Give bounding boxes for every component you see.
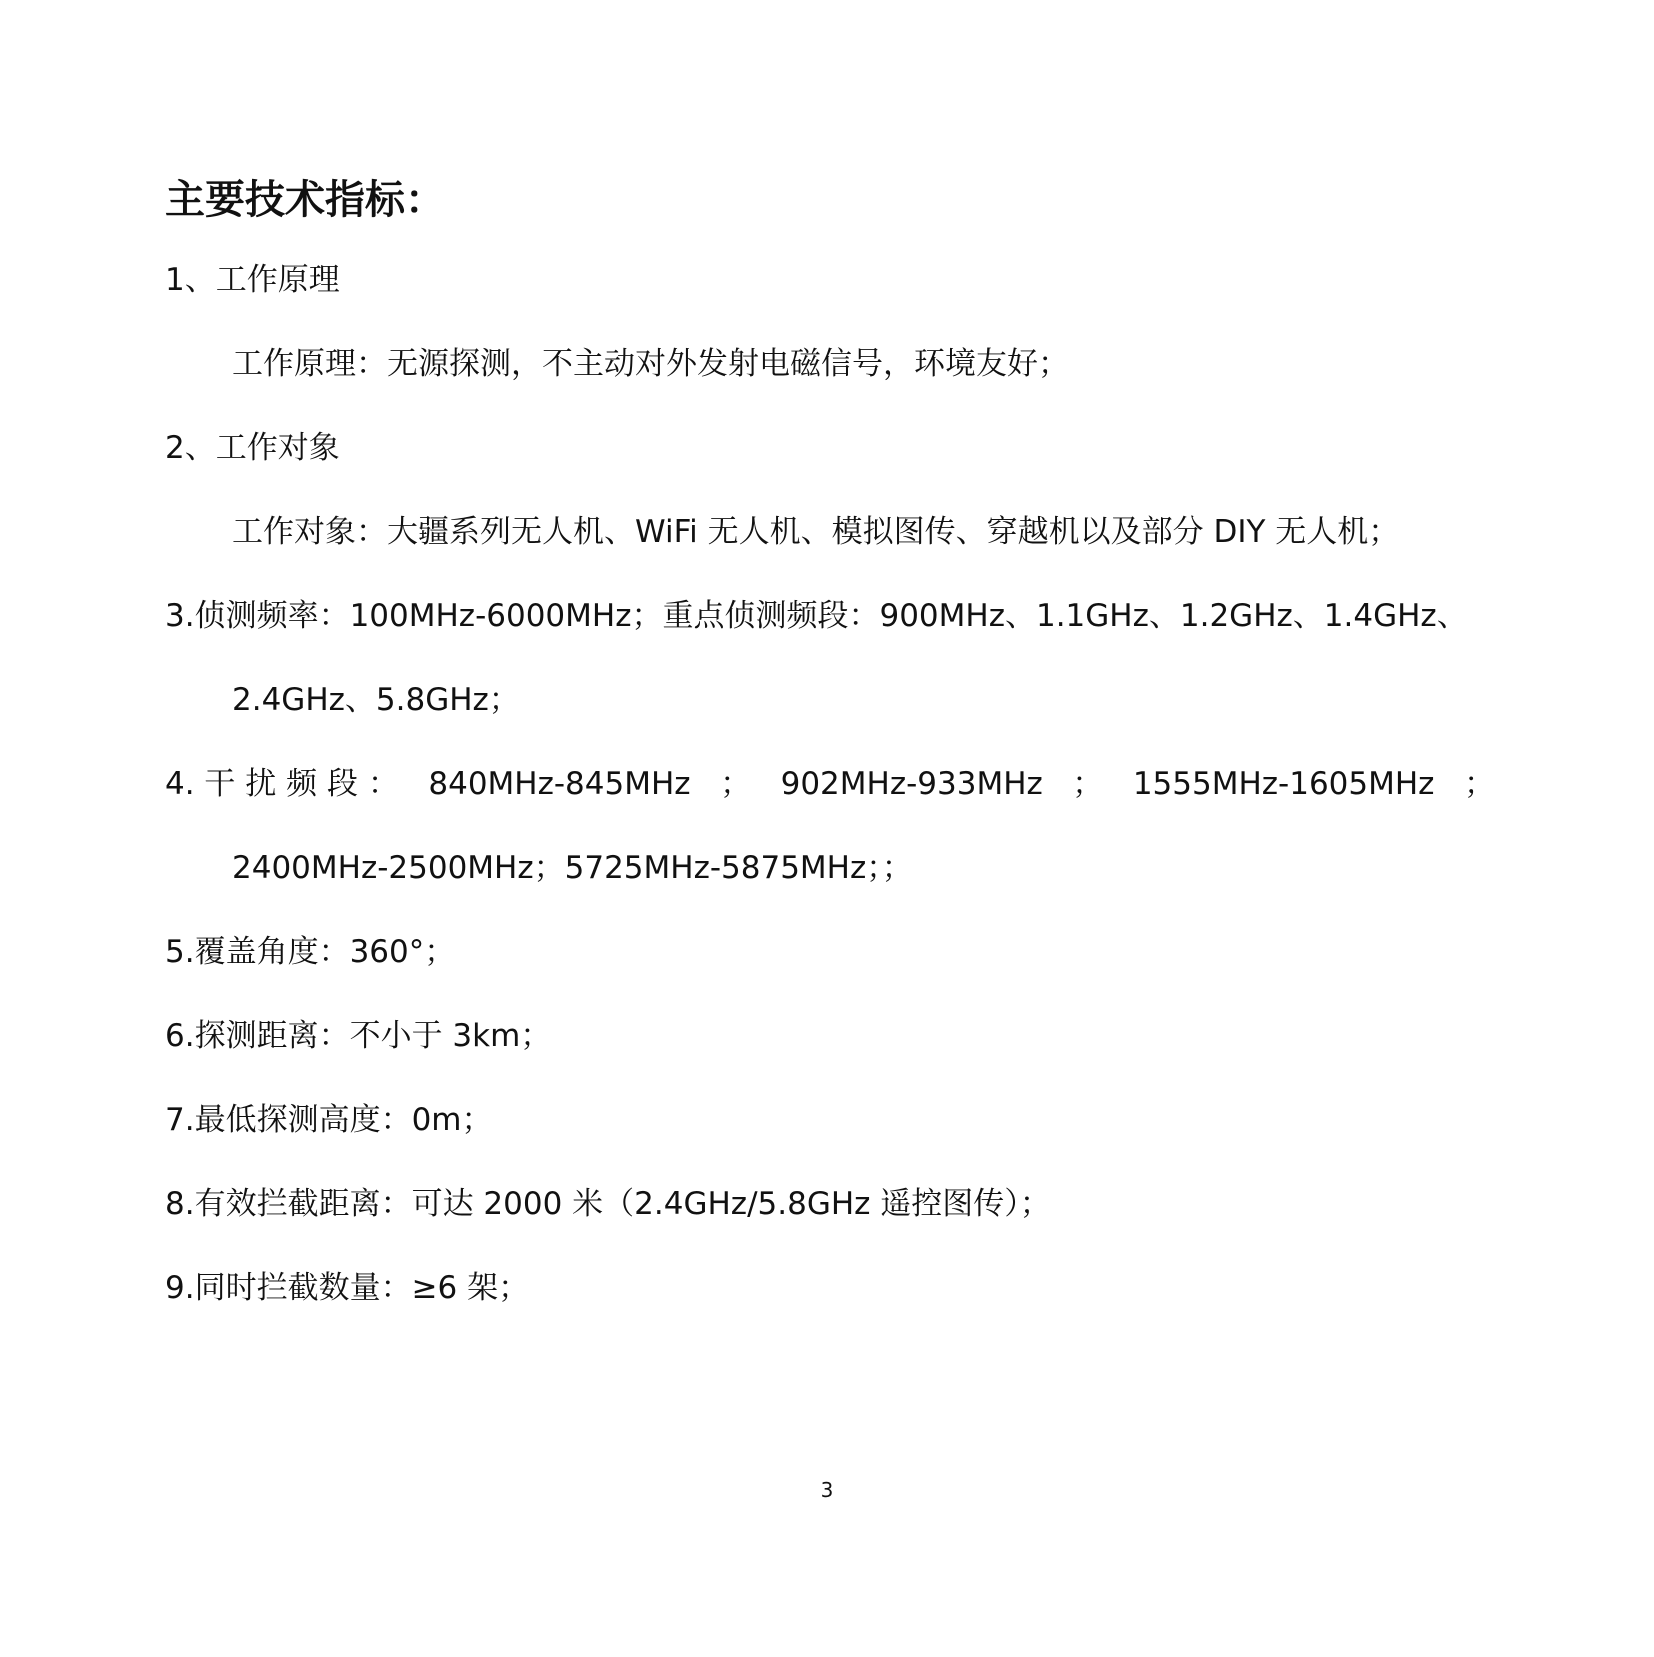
section-heading: 主要技术指标： <box>165 177 445 223</box>
item-4-separator-3: ； <box>1463 766 1495 802</box>
item-3-line-2: 2.4GHz、5.8GHz； <box>232 682 520 718</box>
item-4-line-2: 2400MHz-2500MHz；5725MHz-5875MHz；； <box>232 850 913 886</box>
item-4-band-2: 902MHz-933MHz <box>780 766 1043 802</box>
item-3-line-1: 3.侦测频率：100MHz-6000MHz；重点侦测频段：900MHz、1.1GHz、1.2GHz、1.4GHz、 <box>165 598 1468 634</box>
item-9: 9.同时拦截数量：≥6 架； <box>165 1270 530 1306</box>
item-1-detail: 工作原理：无源探测，不主动对外发射电磁信号，环境友好； <box>232 346 1069 382</box>
item-1-title: 1、工作原理 <box>165 262 340 298</box>
item-4-separator-1: ； <box>720 766 752 802</box>
item-7: 7.最低探测高度：0m； <box>165 1102 493 1138</box>
item-2-detail: 工作对象：大疆系列无人机、WiFi 无人机、模拟图传、穿越机以及部分 DIY 无人机； <box>232 514 1400 550</box>
item-2-title: 2、工作对象 <box>165 430 340 466</box>
item-5: 5.覆盖角度：360°； <box>165 934 456 970</box>
item-4-line-1 <box>165 764 1495 804</box>
page-number: 3 <box>820 1478 834 1502</box>
item-4-band-3: 1555MHz-1605MHz <box>1132 766 1435 802</box>
item-4-label: 4. 干 扰 频 段 ： <box>165 766 399 802</box>
item-4-band-1: 840MHz-845MHz <box>428 766 691 802</box>
item-4-separator-2: ； <box>1072 766 1104 802</box>
item-8: 8.有效拦截距离：可达 2000 米（2.4GHz/5.8GHz 遥控图传）； <box>165 1186 1051 1222</box>
item-6: 6.探测距离：不小于 3km； <box>165 1018 552 1054</box>
